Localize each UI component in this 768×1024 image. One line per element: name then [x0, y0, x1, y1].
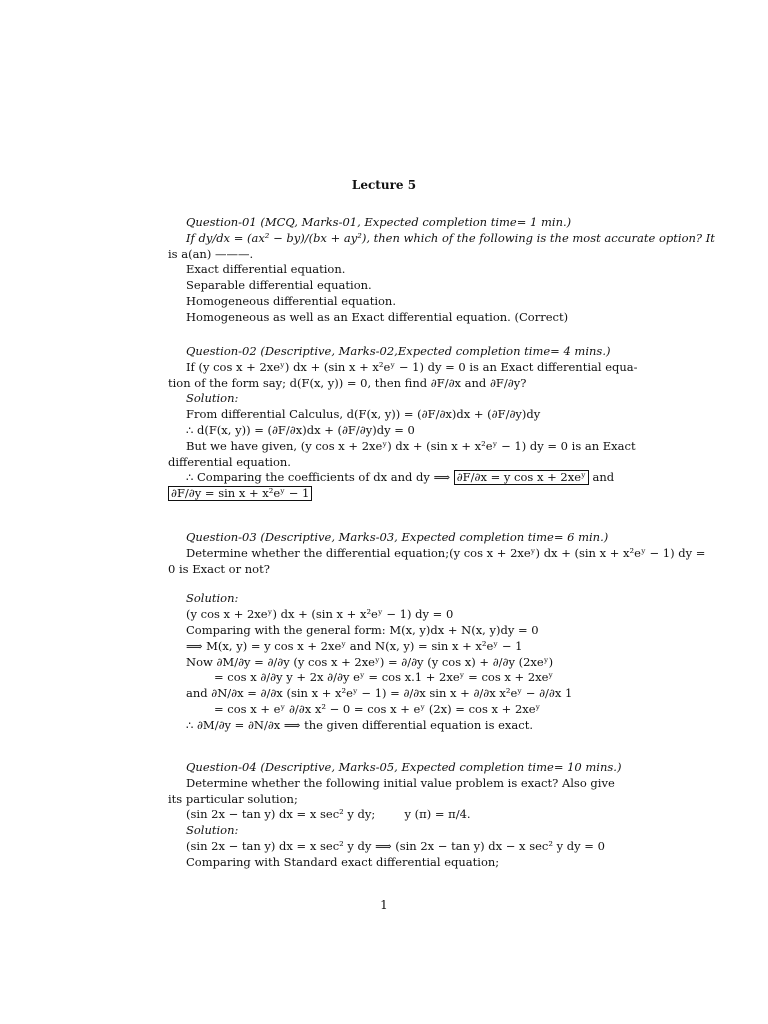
comparison-text: ∴ Comparing the coefficients of dx and dy ⟹ — [186, 470, 451, 485]
question-03-line-2: 0 is Exact or not? — [168, 561, 270, 576]
option-2: Separable differential equation. — [186, 278, 372, 293]
question-04-line-4: (sin 2x − tan y) dx = x sec² y dy ⟹ (sin 2x − tan y) dx − x sec² y dy = 0 — [186, 838, 605, 853]
question-02-line-1: If (y cos x + 2xeʸ) dx + (sin x + x²eʸ − 1) dy = 0 is an Exact differential equa- — [186, 359, 638, 374]
question-02-solution-label: Solution: — [186, 391, 239, 406]
boxed-result-dFdy: ∂F/∂y = sin x + x²eʸ − 1 — [168, 486, 312, 501]
question-02-line-2: tion of the form say; d(F(x, y)) = 0, then find ∂F/∂x and ∂F/∂y? — [168, 375, 527, 390]
question-02-line-4: ∴ d(F(x, y)) = (∂F/∂x)dx + (∂F/∂y)dy = 0 — [186, 422, 415, 437]
question-04-heading: Question-04 (Descriptive, Marks-05, Expected completion time= 10 mins.) — [186, 760, 622, 774]
question-03-line-5: ⟹ M(x, y) = y cos x + 2xeʸ and N(x, y) = sin x + x²eʸ − 1 — [186, 638, 523, 653]
question-02-heading: Question-02 (Descriptive, Marks-02,Expected completion time= 4 mins.) — [186, 344, 611, 358]
question-04 — [168, 760, 622, 871]
question-04-solution-label: Solution: — [186, 823, 239, 838]
question-03-line-6: Now ∂M/∂y = ∂/∂y (y cos x + 2xeʸ) = ∂/∂y (y cos x) + ∂/∂y (2xeʸ) — [186, 654, 554, 669]
boxed-result-dFdx: ∂F/∂x = y cos x + 2xeʸ — [454, 470, 589, 485]
question-04-line-5: Comparing with Standard exact differential equation; — [186, 854, 500, 869]
question-03-solution-label: Solution: — [186, 591, 239, 606]
question-01 — [168, 215, 715, 326]
question-02-line-8 — [168, 486, 600, 502]
question-03-line-3: (y cos x + 2xeʸ) dx + (sin x + x²eʸ − 1) dy = 0 — [186, 607, 454, 622]
question-04-line-2: its particular solution; — [168, 791, 298, 806]
page-number: 1 — [380, 898, 388, 912]
question-03-line-4: Comparing with the general form: M(x, y)dx + N(x, y)dy = 0 — [186, 622, 539, 637]
option-3: Homogeneous differential equation. — [186, 293, 396, 308]
question-01-stem-line-1: If dy/dx = (ax² − by)/(bx + ay²), then which of the following is the most accurate option? It — [186, 230, 715, 245]
question-03-line-8: and ∂N/∂x = ∂/∂x (sin x + x²eʸ − 1) = ∂/∂x sin x + ∂/∂x x²eʸ − ∂/∂x 1 — [186, 686, 573, 701]
question-03 — [168, 530, 706, 734]
question-02-line-7 — [168, 470, 615, 486]
question-02 — [168, 344, 638, 502]
lecture-title: Lecture 5 — [351, 178, 417, 192]
question-03-line-10: ∴ ∂M/∂y = ∂N/∂x ⟹ the given differential equation is exact. — [186, 717, 533, 732]
question-03-line-1: Determine whether the differential equation;(y cos x + 2xeʸ) dx + (sin x + x²eʸ − 1) dy = — [186, 545, 706, 560]
question-02-line-3: From differential Calculus, d(F(x, y)) = (∂F/∂x)dx + (∂F/∂y)dy — [186, 407, 541, 422]
question-03-heading: Question-03 (Descriptive, Marks-03, Expected completion time= 6 min.) — [186, 530, 609, 544]
question-04-line-3: (sin 2x − tan y) dx = x sec² y dy; y (π) = π/4. — [186, 807, 471, 822]
spacer — [168, 577, 600, 591]
question-02-line-5: But we have given, (y cos x + 2xeʸ) dx + (sin x + x²eʸ − 1) dy = 0 is an Exact — [186, 438, 636, 453]
and-text: and — [592, 470, 615, 485]
option-4: Homogeneous as well as an Exact differential equation. (Correct) — [186, 309, 569, 324]
question-02-line-6: differential equation. — [168, 454, 291, 469]
question-01-heading: Question-01 (MCQ, Marks-01, Expected completion time= 1 min.) — [186, 215, 572, 229]
option-1: Exact differential equation. — [186, 262, 346, 277]
question-01-stem-line-2: is a(an) ———. — [168, 246, 254, 261]
question-04-line-1: Determine whether the following initial value problem is exact? Also give — [186, 775, 615, 790]
question-03-line-7: = cos x ∂/∂y y + 2x ∂/∂y eʸ = cos x.1 + 2xeʸ = cos x + 2xeʸ — [214, 670, 554, 685]
question-03-line-9: = cos x + eʸ ∂/∂x x² − 0 = cos x + eʸ (2x) = cos x + 2xeʸ — [214, 701, 541, 716]
